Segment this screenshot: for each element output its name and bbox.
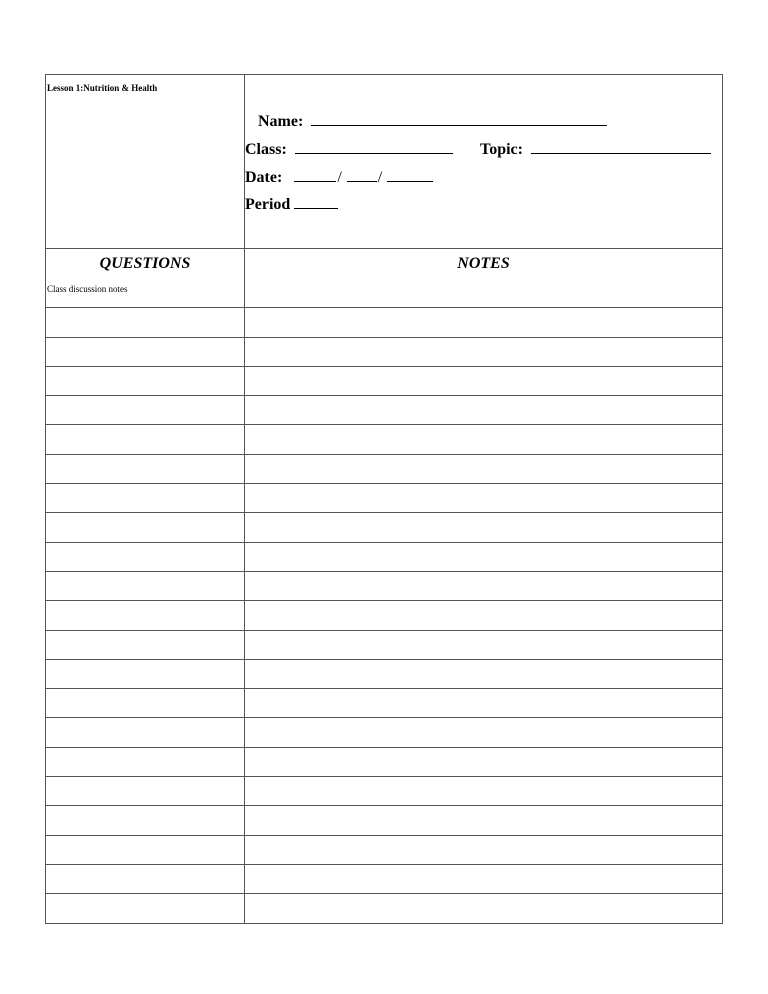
period-field[interactable] (245, 194, 338, 214)
notes-cell[interactable] (245, 718, 722, 746)
table-row (46, 307, 722, 336)
name-label: Name: (258, 113, 304, 130)
question-cell[interactable] (46, 278, 245, 307)
table-row (46, 659, 722, 688)
question-cell[interactable] (46, 513, 245, 541)
student-info-cell (245, 75, 722, 248)
question-cell[interactable] (46, 631, 245, 659)
table-row (46, 366, 722, 395)
table-row (46, 542, 722, 571)
notes-cell[interactable] (245, 894, 722, 922)
table-row (46, 337, 722, 366)
question-cell[interactable] (46, 601, 245, 629)
table-row (46, 454, 722, 483)
question-cell[interactable] (46, 572, 245, 600)
notes-cell[interactable] (245, 777, 722, 805)
notes-cell[interactable] (245, 806, 722, 834)
question-cell[interactable] (46, 396, 245, 424)
table-row (46, 512, 722, 541)
lesson-title: Lesson 1:Nutrition & Health (47, 83, 158, 93)
table-row (46, 424, 722, 453)
table-row (46, 630, 722, 659)
notes-cell[interactable] (245, 601, 722, 629)
notes-cell[interactable] (245, 338, 722, 366)
question-cell[interactable] (46, 806, 245, 834)
notes-cell[interactable] (245, 543, 722, 571)
table-row (46, 395, 722, 424)
class-label: Class: (245, 141, 287, 158)
notes-cell[interactable] (245, 308, 722, 336)
table-row (46, 571, 722, 600)
table-row (46, 483, 722, 512)
date-separator: / (377, 169, 383, 186)
question-cell[interactable] (46, 748, 245, 776)
question-text: Class discussion notes (47, 284, 128, 294)
table-row (46, 278, 722, 307)
question-cell[interactable] (46, 718, 245, 746)
question-cell[interactable] (46, 894, 245, 922)
table-row (46, 747, 722, 776)
question-cell[interactable] (46, 865, 245, 893)
question-cell[interactable] (46, 836, 245, 864)
notes-heading: NOTES (457, 255, 510, 272)
notes-cell[interactable] (245, 572, 722, 600)
notes-cell[interactable] (245, 631, 722, 659)
notes-cell[interactable] (245, 748, 722, 776)
lesson-cell (46, 75, 245, 248)
notes-cell[interactable] (245, 425, 722, 453)
question-cell[interactable] (46, 455, 245, 483)
column-header-row (46, 248, 722, 278)
notes-cell[interactable] (245, 367, 722, 395)
cornell-notes-table (45, 74, 723, 924)
date-separator: / (337, 169, 342, 186)
question-cell[interactable] (46, 308, 245, 336)
notes-cell[interactable] (245, 660, 722, 688)
date-label: Date: (245, 169, 283, 186)
question-cell[interactable] (46, 425, 245, 453)
period-label: Period (245, 196, 291, 213)
notes-cell[interactable] (245, 396, 722, 424)
notes-cell[interactable] (245, 484, 722, 512)
question-cell[interactable] (46, 367, 245, 395)
notes-cell[interactable] (245, 513, 722, 541)
question-cell[interactable] (46, 660, 245, 688)
notes-cell[interactable] (245, 689, 722, 717)
notes-cell[interactable] (245, 455, 722, 483)
topic-label: Topic: (480, 141, 523, 158)
table-row (46, 864, 722, 893)
notes-cell[interactable] (245, 865, 722, 893)
question-cell[interactable] (46, 338, 245, 366)
question-cell[interactable] (46, 543, 245, 571)
name-field[interactable] (258, 111, 607, 131)
table-row (46, 805, 722, 834)
question-cell[interactable] (46, 777, 245, 805)
notes-cell[interactable] (245, 836, 722, 864)
table-row (46, 688, 722, 717)
table-row (46, 717, 722, 746)
table-row (46, 600, 722, 629)
table-row (46, 893, 722, 922)
topic-field[interactable] (480, 139, 711, 159)
date-field[interactable] (245, 167, 433, 187)
questions-heading: QUESTIONS (99, 255, 191, 272)
table-row (46, 776, 722, 805)
question-cell[interactable] (46, 484, 245, 512)
question-cell[interactable] (46, 689, 245, 717)
header-row (46, 75, 722, 248)
notes-cell[interactable] (245, 278, 722, 307)
table-row (46, 835, 722, 864)
class-field[interactable] (245, 139, 453, 159)
